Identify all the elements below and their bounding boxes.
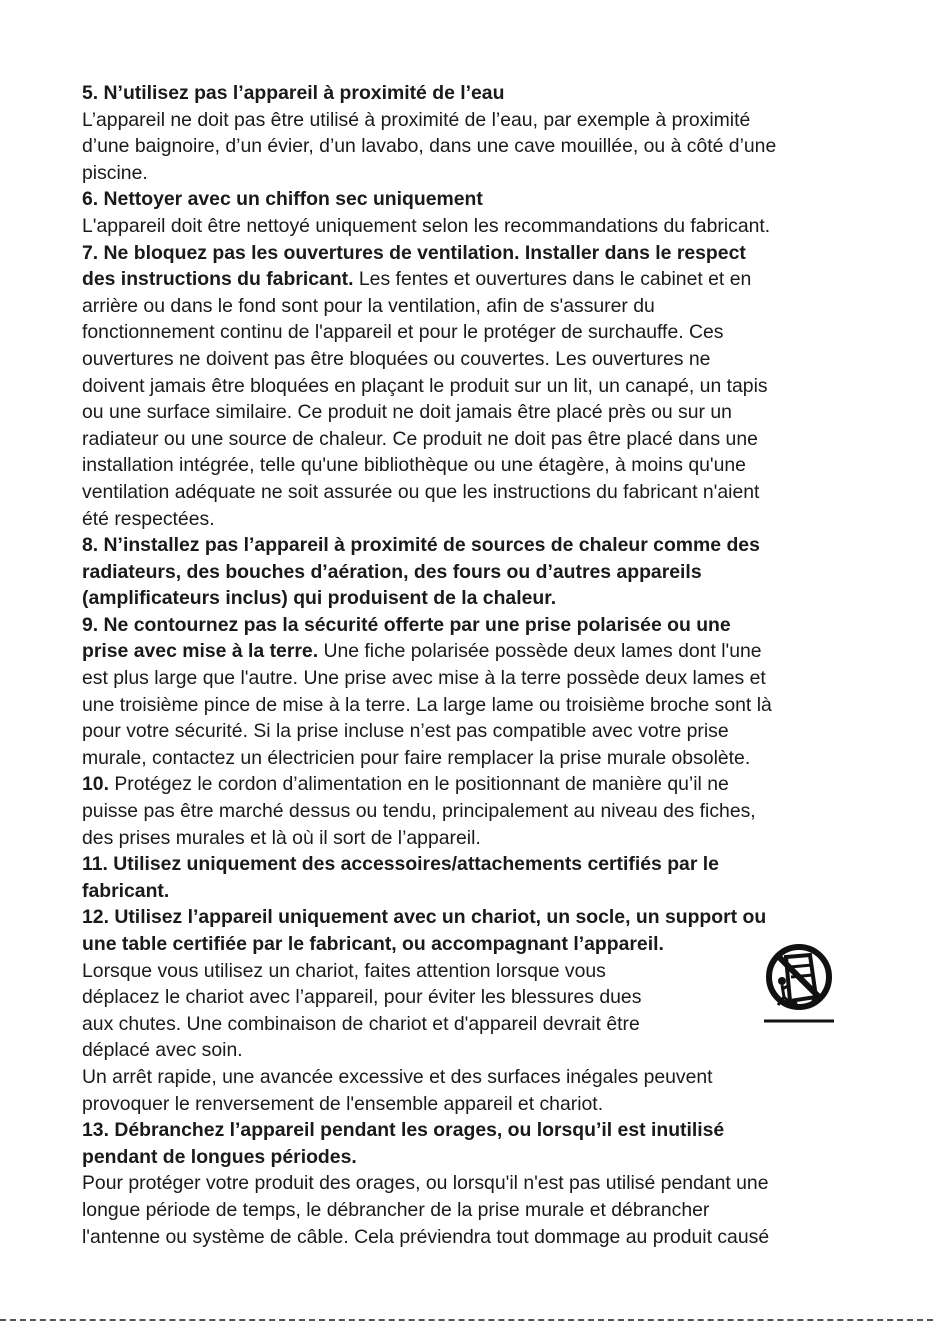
body-text: Lorsque vous utilisez un chariot, faites attention lorsque vous (82, 959, 606, 982)
text-line (82, 931, 857, 958)
body-text: L'appareil doit être nettoyé uniquement selon les recommandations du fabricant. (82, 214, 771, 237)
body-text: arrière ou dans le fond sont pour la ventilation, afin de s'assurer du (82, 294, 655, 317)
body-text: L’appareil ne doit pas être utilisé à proximité de l’eau, par exemple à proximité (82, 108, 751, 131)
bold-text: fabricant. (82, 879, 170, 902)
body-text: déplacé avec soin. (82, 1039, 243, 1062)
body-text: puisse pas être marché dessus ou tendu, principalement au niveau des fiches, (82, 800, 756, 823)
body-text: ouvertures ne doivent pas être bloquées ou couvertes. Les ouvertures ne (82, 347, 711, 370)
text-line (82, 1064, 857, 1091)
text-line (82, 213, 857, 240)
body-text: été respectées. (82, 507, 215, 530)
text-line (82, 107, 857, 134)
body-text: Pour protéger votre produit des orages, ou lorsqu'il n'est pas utilisé pendant une (82, 1172, 769, 1195)
body-text: une troisième pince de mise à la terre. La large lame ou troisième broche sont là (82, 693, 772, 716)
body-text: Un arrêt rapide, une avancée excessive et des surfaces inégales peuvent (82, 1065, 713, 1088)
text-line (82, 1011, 857, 1038)
body-text: installation intégrée, telle qu'une bibliothèque ou une étagère, à moins qu'une (82, 454, 746, 477)
bold-text: radiateurs, des bouches d’aération, des fours ou d’autres appareils (82, 560, 702, 583)
text-line (82, 1037, 857, 1064)
text-line (82, 426, 857, 453)
text-line (82, 1144, 857, 1171)
text-line (82, 266, 857, 293)
body-text: murale, contactez un électricien pour faire remplacer la prise murale obsolète. (82, 746, 751, 769)
body-text: doivent jamais être bloquées en plaçant le produit sur un lit, un canapé, un tapis (82, 374, 768, 397)
text-line (82, 186, 857, 213)
text-line (82, 506, 857, 533)
text-line (82, 133, 857, 160)
text-line (82, 904, 857, 931)
text-line (82, 373, 857, 400)
text-line (82, 585, 857, 612)
text-line (82, 718, 857, 745)
text-line (82, 638, 857, 665)
body-text: déplacez le chariot avec l’appareil, pour éviter les blessures dues (82, 986, 642, 1009)
text-line (82, 532, 857, 559)
text-line (82, 612, 857, 639)
bold-text: 7. Ne bloquez pas les ouvertures de ventilation. Installer dans le respect (82, 241, 746, 264)
cart-tip-over-warning-icon (760, 937, 838, 1029)
body-text: provoquer le renversement de l'ensemble appareil et chariot. (82, 1092, 604, 1115)
bold-text: (amplificateurs inclus) qui produisent de la chaleur. (82, 587, 557, 610)
bold-text: 6. Nettoyer avec un chiffon sec uniquement (82, 188, 483, 211)
body-text: aux chutes. Une combinaison de chariot et d'appareil devrait être (82, 1012, 640, 1035)
bold-text: prise avec mise à la terre. (82, 640, 319, 663)
text-line (82, 240, 857, 267)
text-line (82, 1224, 857, 1251)
bold-text: 13. Débranchez l’appareil pendant les orages, ou lorsqu’il est inutilisé (82, 1119, 725, 1142)
body-text: Les fentes et ouvertures dans le cabinet et en (353, 268, 752, 291)
page-bottom-rule (0, 1319, 933, 1321)
body-text: d’une baignoire, d’un évier, d’un lavabo, dans une cave mouillée, ou à côté d’une (82, 135, 777, 158)
document-body (82, 80, 857, 1250)
text-line (82, 1117, 857, 1144)
text-line (82, 745, 857, 772)
text-line (82, 293, 857, 320)
text-line (82, 771, 857, 798)
text-line (82, 479, 857, 506)
text-line (82, 80, 857, 107)
text-line (82, 958, 857, 985)
body-text: ou une surface similaire. Ce produit ne doit jamais être placé près ou sur un (82, 401, 732, 424)
bold-text: pendant de longues périodes. (82, 1145, 357, 1168)
bold-text: des instructions du fabricant. (82, 268, 354, 291)
bold-text: 9. Ne contournez pas la sécurité offerte par une prise polarisée ou une (82, 613, 731, 636)
text-line (82, 798, 857, 825)
bold-text: 12. Utilisez l’appareil uniquement avec un chariot, un socle, un support ou (82, 906, 767, 929)
text-line (82, 665, 857, 692)
body-text: est plus large que l'autre. Une prise avec mise à la terre possède deux lames et (82, 667, 766, 690)
text-line (82, 160, 857, 187)
body-text: radiateur ou une source de chaleur. Ce produit ne doit pas être placé dans une (82, 427, 758, 450)
text-line (82, 1197, 857, 1224)
bold-text: 5. N’utilisez pas l’appareil à proximité de l’eau (82, 82, 505, 104)
body-text: des prises murales et là où il sort de l’appareil. (82, 826, 481, 849)
bold-text: 11. Utilisez uniquement des accessoires/attachements certifiés par le (82, 853, 719, 876)
body-text: l'antenne ou système de câble. Cela préviendra tout dommage au produit causé (82, 1225, 770, 1248)
body-text: Une fiche polarisée possède deux lames dont l'une (318, 640, 762, 663)
bold-text: une table certifiée par le fabricant, ou accompagnant l’appareil. (82, 933, 664, 955)
body-text: ventilation adéquate ne soit assurée ou que les instructions du fabricant n'aient (82, 480, 760, 503)
text-line (82, 452, 857, 479)
body-text: longue période de temps, le débrancher de la prise murale et débrancher (82, 1198, 710, 1221)
text-line (82, 1091, 857, 1118)
text-line (82, 984, 857, 1011)
text-line (82, 319, 857, 346)
text-line (82, 559, 857, 586)
bold-text: 10. (82, 773, 109, 796)
text-line (82, 692, 857, 719)
bold-text: 8. N’installez pas l’appareil à proximité de sources de chaleur comme des (82, 534, 760, 557)
body-text: Protégez le cordon d’alimentation en le positionnant de manière qu’il ne (108, 773, 729, 796)
text-line (82, 851, 857, 878)
body-text: pour votre sécurité. Si la prise incluse n’est pas compatible avec votre prise (82, 720, 729, 743)
text-line (82, 825, 857, 852)
body-text: piscine. (82, 161, 148, 184)
text-line (82, 346, 857, 373)
text-line (82, 399, 857, 426)
text-line (82, 878, 857, 905)
text-line (82, 1170, 857, 1197)
body-text: fonctionnement continu de l'appareil et pour le protéger de surchauffe. Ces (82, 321, 724, 344)
